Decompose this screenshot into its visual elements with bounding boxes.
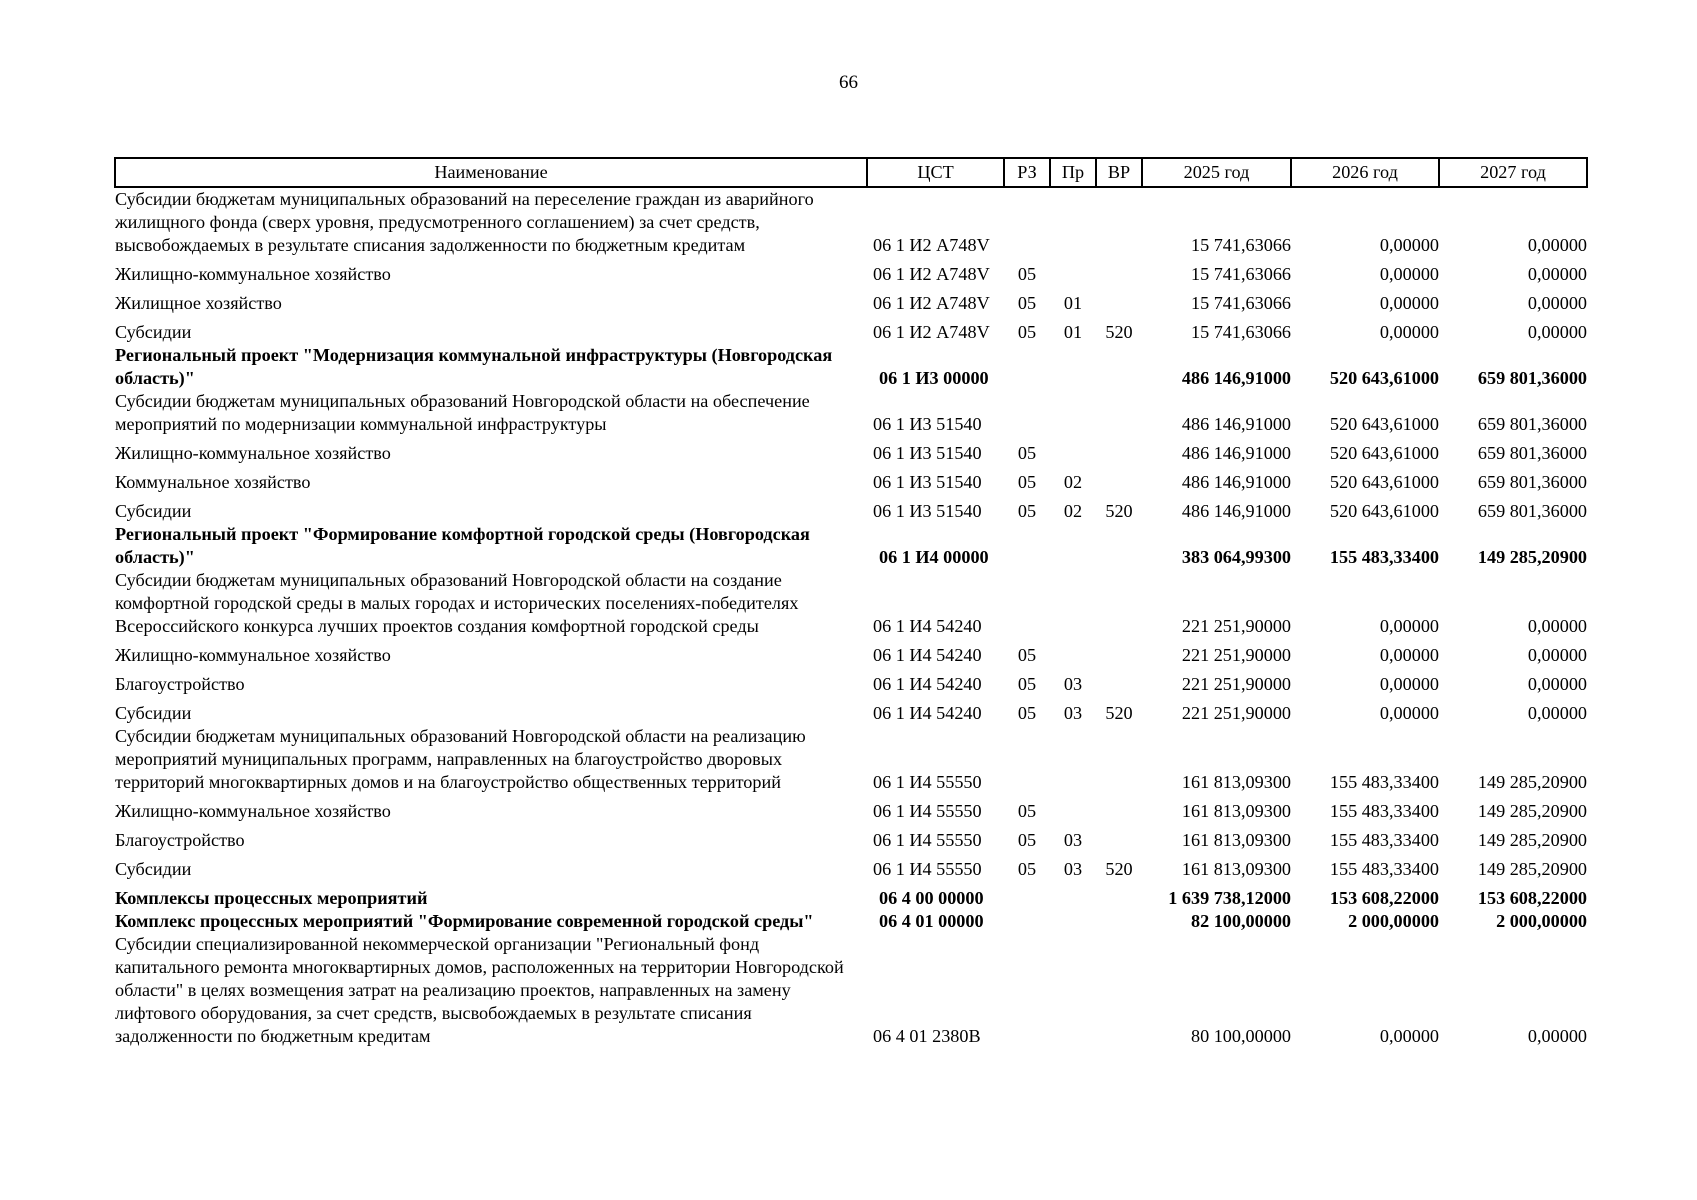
row-2027: 0,00000 <box>1527 1026 1587 1046</box>
row-vr <box>1096 569 1142 638</box>
row-2026: 155 483,33400 <box>1329 859 1439 879</box>
row-vr <box>1096 933 1142 1048</box>
row-name: Субсидии <box>115 501 192 521</box>
row-2025: 15 741,63066 <box>1190 293 1291 313</box>
row-2027: 0,00000 <box>1527 674 1587 694</box>
row-2027: 659 801,36000 <box>1477 368 1587 388</box>
row-2027: 149 285,20900 <box>1477 801 1587 821</box>
row-vr <box>1096 667 1142 696</box>
row-2027: 149 285,20900 <box>1477 772 1587 792</box>
row-2025: 161 813,09300 <box>1181 830 1291 850</box>
row-2026: 0,00000 <box>1379 645 1439 665</box>
row-cst: 06 1 И4 55550 <box>873 859 982 879</box>
row-rz <box>1004 523 1050 569</box>
header-vr: ВР <box>1096 158 1142 187</box>
row-2027: 659 801,36000 <box>1477 501 1587 521</box>
header-name: Наименование <box>115 158 867 187</box>
table-row <box>115 187 1587 257</box>
table-row <box>115 344 1587 390</box>
row-name: Субсидии специализированной некоммерческой организации "Региональный фонд капитального ремонта многоквартирных домов, расположенных на территории Новгородской области" в целях возмещения затрат на реализацию проектов, направленных на замену лифтового оборудования, за счет средств, высвобождаемых в результате списания задолженности по бюджетным кредитам <box>115 934 844 1046</box>
row-2025: 161 813,09300 <box>1181 772 1291 792</box>
row-2026: 520 643,61000 <box>1329 414 1439 434</box>
row-rz <box>1004 933 1050 1048</box>
row-rz: 05 <box>1017 293 1037 313</box>
row-2026: 155 483,33400 <box>1329 772 1439 792</box>
row-2025: 486 146,91000 <box>1181 472 1291 492</box>
row-name: Благоустройство <box>115 674 245 694</box>
row-2027: 0,00000 <box>1527 645 1587 665</box>
row-2025: 221 251,90000 <box>1181 645 1291 665</box>
row-rz: 05 <box>1017 472 1037 492</box>
table-row <box>115 881 1587 910</box>
row-2026: 520 643,61000 <box>1329 472 1439 492</box>
row-rz: 05 <box>1017 801 1037 821</box>
table-row <box>115 725 1587 794</box>
row-name: Комплексы процессных мероприятий <box>115 888 428 908</box>
row-name: Коммунальное хозяйство <box>115 472 311 492</box>
row-2027: 149 285,20900 <box>1477 547 1587 567</box>
table-row <box>115 667 1587 696</box>
row-2027: 659 801,36000 <box>1477 443 1587 463</box>
row-pr: 03 <box>1063 830 1083 850</box>
row-vr <box>1096 881 1142 910</box>
row-name: Субсидии <box>115 322 192 342</box>
row-name: Региональный проект "Формирование комфортной городской среды (Новгородская область)" <box>115 524 810 567</box>
row-rz: 05 <box>1017 645 1037 665</box>
row-2027: 149 285,20900 <box>1477 830 1587 850</box>
row-vr <box>1096 638 1142 667</box>
row-2025: 221 251,90000 <box>1181 703 1291 723</box>
table-row <box>115 257 1587 286</box>
row-cst: 06 1 И4 54240 <box>873 674 982 694</box>
row-cst: 06 1 И3 51540 <box>873 443 982 463</box>
row-cst: 06 1 И2 А748V <box>873 322 990 342</box>
row-2027: 659 801,36000 <box>1477 414 1587 434</box>
row-2026: 153 608,22000 <box>1329 888 1439 908</box>
row-cst: 06 1 И2 А748V <box>873 293 990 313</box>
row-rz: 05 <box>1017 443 1037 463</box>
row-vr <box>1096 725 1142 794</box>
row-pr: 02 <box>1063 501 1083 521</box>
row-2026: 520 643,61000 <box>1329 368 1439 388</box>
table-row <box>115 852 1587 881</box>
table-row <box>115 315 1587 344</box>
row-2026: 155 483,33400 <box>1329 547 1439 567</box>
row-pr <box>1050 881 1096 910</box>
row-cst: 06 1 И4 54240 <box>873 616 982 636</box>
row-vr <box>1096 465 1142 494</box>
header-rz: РЗ <box>1004 158 1050 187</box>
row-name: Субсидии <box>115 859 192 879</box>
row-cst: 06 4 00 00000 <box>879 888 984 908</box>
row-2025: 15 741,63066 <box>1190 264 1291 284</box>
row-name: Жилищно-коммунальное хозяйство <box>115 264 391 284</box>
row-2027: 0,00000 <box>1527 235 1587 255</box>
row-name: Региональный проект "Модернизация коммунальной инфраструктуры (Новгородская область)" <box>115 345 833 388</box>
row-cst: 06 1 И2 А748V <box>873 235 990 255</box>
row-pr: 03 <box>1063 859 1083 879</box>
row-pr <box>1050 390 1096 436</box>
row-2025: 486 146,91000 <box>1181 501 1291 521</box>
row-vr <box>1096 910 1142 933</box>
row-pr <box>1050 523 1096 569</box>
table-row <box>115 823 1587 852</box>
row-vr: 520 <box>1105 322 1133 342</box>
row-rz: 05 <box>1017 322 1037 342</box>
table-row <box>115 390 1587 436</box>
table-row <box>115 910 1587 933</box>
row-2026: 0,00000 <box>1379 322 1439 342</box>
row-vr: 520 <box>1105 501 1133 521</box>
row-2025: 161 813,09300 <box>1181 801 1291 821</box>
row-2025: 15 741,63066 <box>1190 235 1291 255</box>
row-2025: 221 251,90000 <box>1181 616 1291 636</box>
row-name: Жилищное хозяйство <box>115 293 282 313</box>
row-name: Субсидии бюджетам муниципальных образований Новгородской области на обеспечение мероприятий по модернизации коммунальной инфраструктуры <box>115 391 810 434</box>
row-2025: 82 100,00000 <box>1190 911 1291 931</box>
row-cst: 06 4 01 00000 <box>879 911 984 931</box>
row-rz: 05 <box>1017 264 1037 284</box>
table-row <box>115 465 1587 494</box>
row-2026: 0,00000 <box>1379 616 1439 636</box>
row-name: Субсидии <box>115 703 192 723</box>
row-2026: 0,00000 <box>1379 674 1439 694</box>
row-vr <box>1096 390 1142 436</box>
row-pr <box>1050 638 1096 667</box>
row-name: Благоустройство <box>115 830 245 850</box>
row-name: Жилищно-коммунальное хозяйство <box>115 443 391 463</box>
row-2025: 80 100,00000 <box>1190 1026 1291 1046</box>
row-pr <box>1050 933 1096 1048</box>
row-pr <box>1050 569 1096 638</box>
row-2025: 486 146,91000 <box>1181 414 1291 434</box>
row-vr <box>1096 436 1142 465</box>
row-vr <box>1096 187 1142 257</box>
row-2026: 0,00000 <box>1379 264 1439 284</box>
row-name: Комплекс процессных мероприятий "Формирование современной городской среды" <box>115 911 814 931</box>
row-vr: 520 <box>1105 703 1133 723</box>
row-2027: 2 000,00000 <box>1496 911 1587 931</box>
row-vr <box>1096 823 1142 852</box>
row-rz <box>1004 910 1050 933</box>
row-pr <box>1050 436 1096 465</box>
row-pr <box>1050 725 1096 794</box>
row-2026: 155 483,33400 <box>1329 801 1439 821</box>
row-rz <box>1004 187 1050 257</box>
row-vr: 520 <box>1105 859 1133 879</box>
row-rz <box>1004 344 1050 390</box>
row-pr: 03 <box>1063 674 1083 694</box>
row-2027: 659 801,36000 <box>1477 472 1587 492</box>
header-cst: ЦСТ <box>867 158 1004 187</box>
header-2026: 2026 год <box>1291 158 1439 187</box>
row-vr <box>1096 257 1142 286</box>
row-vr <box>1096 794 1142 823</box>
row-2027: 149 285,20900 <box>1477 859 1587 879</box>
row-cst: 06 1 И3 51540 <box>873 414 982 434</box>
row-2027: 0,00000 <box>1527 264 1587 284</box>
row-2027: 0,00000 <box>1527 293 1587 313</box>
row-pr <box>1050 187 1096 257</box>
row-2025: 486 146,91000 <box>1181 443 1291 463</box>
row-rz <box>1004 725 1050 794</box>
row-cst: 06 4 01 2380В <box>873 1026 981 1046</box>
row-2026: 520 643,61000 <box>1329 501 1439 521</box>
table-row <box>115 436 1587 465</box>
table-row <box>115 638 1587 667</box>
row-cst: 06 1 И4 55550 <box>873 830 982 850</box>
row-2026: 0,00000 <box>1379 1026 1439 1046</box>
row-rz <box>1004 881 1050 910</box>
row-cst: 06 1 И4 55550 <box>873 772 982 792</box>
row-rz: 05 <box>1017 674 1037 694</box>
row-rz: 05 <box>1017 501 1037 521</box>
row-2025: 383 064,99300 <box>1181 547 1291 567</box>
row-name: Жилищно-коммунальное хозяйство <box>115 645 391 665</box>
row-name: Субсидии бюджетам муниципальных образований Новгородской области на создание комфортной городской среды в малых городах и исторических поселениях-победителях Всероссийского конкурса лучших проектов создания комфортной городской среды <box>115 570 799 636</box>
row-pr: 02 <box>1063 472 1083 492</box>
row-2026: 0,00000 <box>1379 703 1439 723</box>
row-pr <box>1050 794 1096 823</box>
row-cst: 06 1 И3 00000 <box>879 368 989 388</box>
row-vr <box>1096 344 1142 390</box>
row-rz: 05 <box>1017 703 1037 723</box>
row-2027: 0,00000 <box>1527 616 1587 636</box>
row-2026: 0,00000 <box>1379 293 1439 313</box>
row-pr <box>1050 344 1096 390</box>
row-2025: 15 741,63066 <box>1190 322 1291 342</box>
row-2025: 221 251,90000 <box>1181 674 1291 694</box>
table-header-row <box>115 158 1587 187</box>
table-row <box>115 933 1587 1048</box>
row-2027: 0,00000 <box>1527 703 1587 723</box>
row-cst: 06 1 И3 51540 <box>873 472 982 492</box>
row-2027: 0,00000 <box>1527 322 1587 342</box>
row-pr <box>1050 910 1096 933</box>
row-rz: 05 <box>1017 859 1037 879</box>
row-vr <box>1096 286 1142 315</box>
row-pr: 01 <box>1063 293 1083 313</box>
table-row <box>115 523 1587 569</box>
row-pr: 01 <box>1063 322 1083 342</box>
row-2025: 486 146,91000 <box>1181 368 1291 388</box>
row-name: Субсидии бюджетам муниципальных образований на переселение граждан из аварийного жилищного фонда (сверх уровня, предусмотренного соглашением) за счет средств, высвобождаемых в результате списания задолженности по бюджетным кредитам <box>115 189 814 255</box>
table-row <box>115 286 1587 315</box>
row-2026: 2 000,00000 <box>1348 911 1439 931</box>
row-pr: 03 <box>1063 703 1083 723</box>
row-vr <box>1096 523 1142 569</box>
row-cst: 06 1 И4 55550 <box>873 801 982 821</box>
header-2027: 2027 год <box>1439 158 1587 187</box>
row-2025: 161 813,09300 <box>1181 859 1291 879</box>
row-rz: 05 <box>1017 830 1037 850</box>
row-rz <box>1004 390 1050 436</box>
row-name: Жилищно-коммунальное хозяйство <box>115 801 391 821</box>
page-number: 66 <box>839 72 858 93</box>
row-cst: 06 1 И4 00000 <box>879 547 989 567</box>
row-cst: 06 1 И4 54240 <box>873 703 982 723</box>
row-2026: 520 643,61000 <box>1329 443 1439 463</box>
table-row <box>115 794 1587 823</box>
header-pr: Пр <box>1050 158 1096 187</box>
row-2026: 0,00000 <box>1379 235 1439 255</box>
row-rz <box>1004 569 1050 638</box>
row-cst: 06 1 И4 54240 <box>873 645 982 665</box>
budget-table <box>114 157 1588 1048</box>
row-pr <box>1050 257 1096 286</box>
row-cst: 06 1 И2 А748V <box>873 264 990 284</box>
table-row <box>115 569 1587 638</box>
row-2026: 155 483,33400 <box>1329 830 1439 850</box>
row-name: Субсидии бюджетам муниципальных образований Новгородской области на реализацию мероприятий муниципальных программ, направленных на благоустройство дворовых территорий многоквартирных домов и на благоустройство общественных территорий <box>115 726 806 792</box>
row-cst: 06 1 И3 51540 <box>873 501 982 521</box>
row-2025: 1 639 738,12000 <box>1168 888 1291 908</box>
header-2025: 2025 год <box>1142 158 1291 187</box>
row-2027: 153 608,22000 <box>1477 888 1587 908</box>
table-row <box>115 494 1587 523</box>
table-row <box>115 696 1587 725</box>
